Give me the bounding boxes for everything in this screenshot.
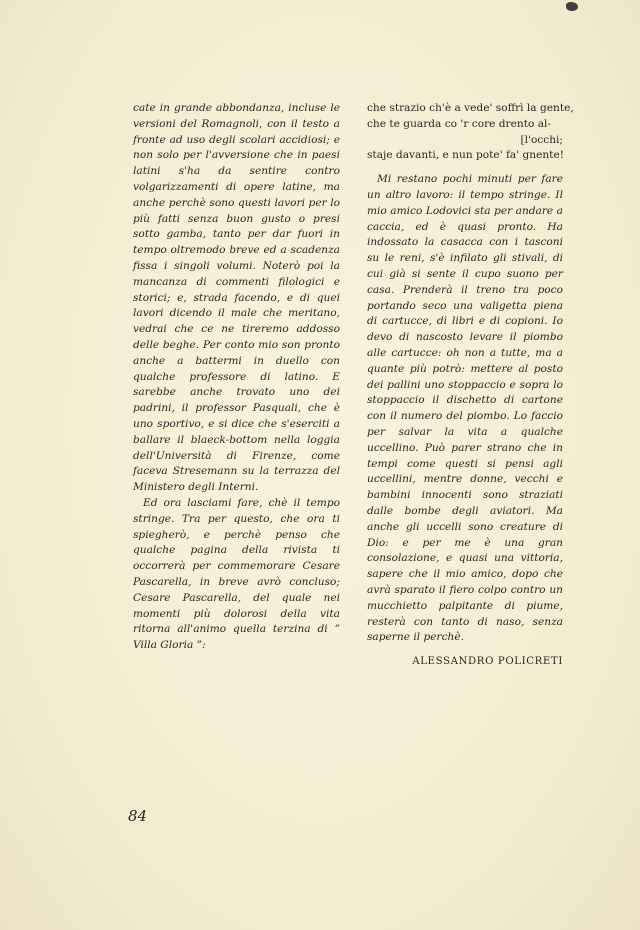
page-number: 84 [128,807,148,825]
verse-line-3: [l'occhi; [520,133,563,146]
right-paragraph: Mi restano pochi minuti per fare un altro lavoro: il tempo stringe. Il mio amico Lodovici sta per andare a caccia, ed è quasi pronto. Ha indossato la casacca con i tasconi su le reni, s'è infilato gli stivali, di cui già si sente il cupo suono per casa. Prenderà il treno tra poco portando seco una valigetta piena di cartucce, di libri e di copioni. Io devo di nascosto levare il piombo alle cartucce: oh non a tutte, ma a quante più potrò: mettere al posto dei pallini uno stoppaccio e sopra lo stoppaccio il dischetto di cartone con il numero del piombo. Lo faccio per salvar la vita a qualche uccellino. Può parer strano che in tempi come questi si pensi agli uccellini, mentre donne, vecchi e bambini innocenti sono straziati dalle bombe degli aviatori. Ma anche gli uccelli sono creature di Dio: e per me è una gran consolazione, e quasi una vittoria, sapere che il mio amico, dopo che avrà sparato il fiero colpo contro un mucchietto palpitante di piume, resterà con tanto di naso, senza saperne il perchè. [367,173,563,644]
left-paragraph-2: Ed ora lasciami fare, chè il tempo stringe. Tra per questo, che ora ti spiegherò, e perchè penso che qualche pagina della rivista ti occorrerà per commemorare Cesare Pascarella, in breve avrò concluso; Cesare Pascarella, del quale nei momenti più dolorosi della vita ritorna all'animo quella terzina di ” Villa Gloria ”: [133,496,340,652]
left-column [133,101,340,654]
verse-line-2: che te guarda co 'r core drento al- [367,117,551,130]
author-signature: ALESSANDRO POLICRETI [412,656,563,668]
verse-tercet [367,101,574,164]
right-column [367,101,574,670]
left-paragraph-1: cate in grande abbondanza, incluse le versioni del Romagnoli, con il testo a fronte ad uso degli scolari accidiosi; e non solo per l'avversione che in paesi latini s'ha da sentire contro volgarizzamenti di opere latine, ma anche perchè sono questi lavori per lo più fatti senza buon gusto o presi sotto gamba, tanto per dar fuori in tempo oltremodo breve ed a scadenza fissa i singoli volumi. Noterò poi la mancanza di commenti filologici e storici; e, strada facendo, e di quei lavori dicendo il male che meritano, vedrai che ce ne tireremo addosso delle beghe. Per conto mio son pronto anche a battermi in duello con qualche professore di latino. E sarebbe anche trovato uno dei padrini, il professor Pasquali, che è uno sportivo, e si dice che s'eserciti a ballare il blaeck-bottom nella loggia dell'Università di Firenze, come faceva Stresemann su la terrazza del Ministero degli Interni. [133,102,340,494]
corner-ink-mark [566,2,578,11]
verse-line-1: che strazio ch'è a vede' soffrì la gente, [367,102,574,114]
verse-line-4: staje davanti, e nun pote' fa' gnente! [367,149,564,162]
